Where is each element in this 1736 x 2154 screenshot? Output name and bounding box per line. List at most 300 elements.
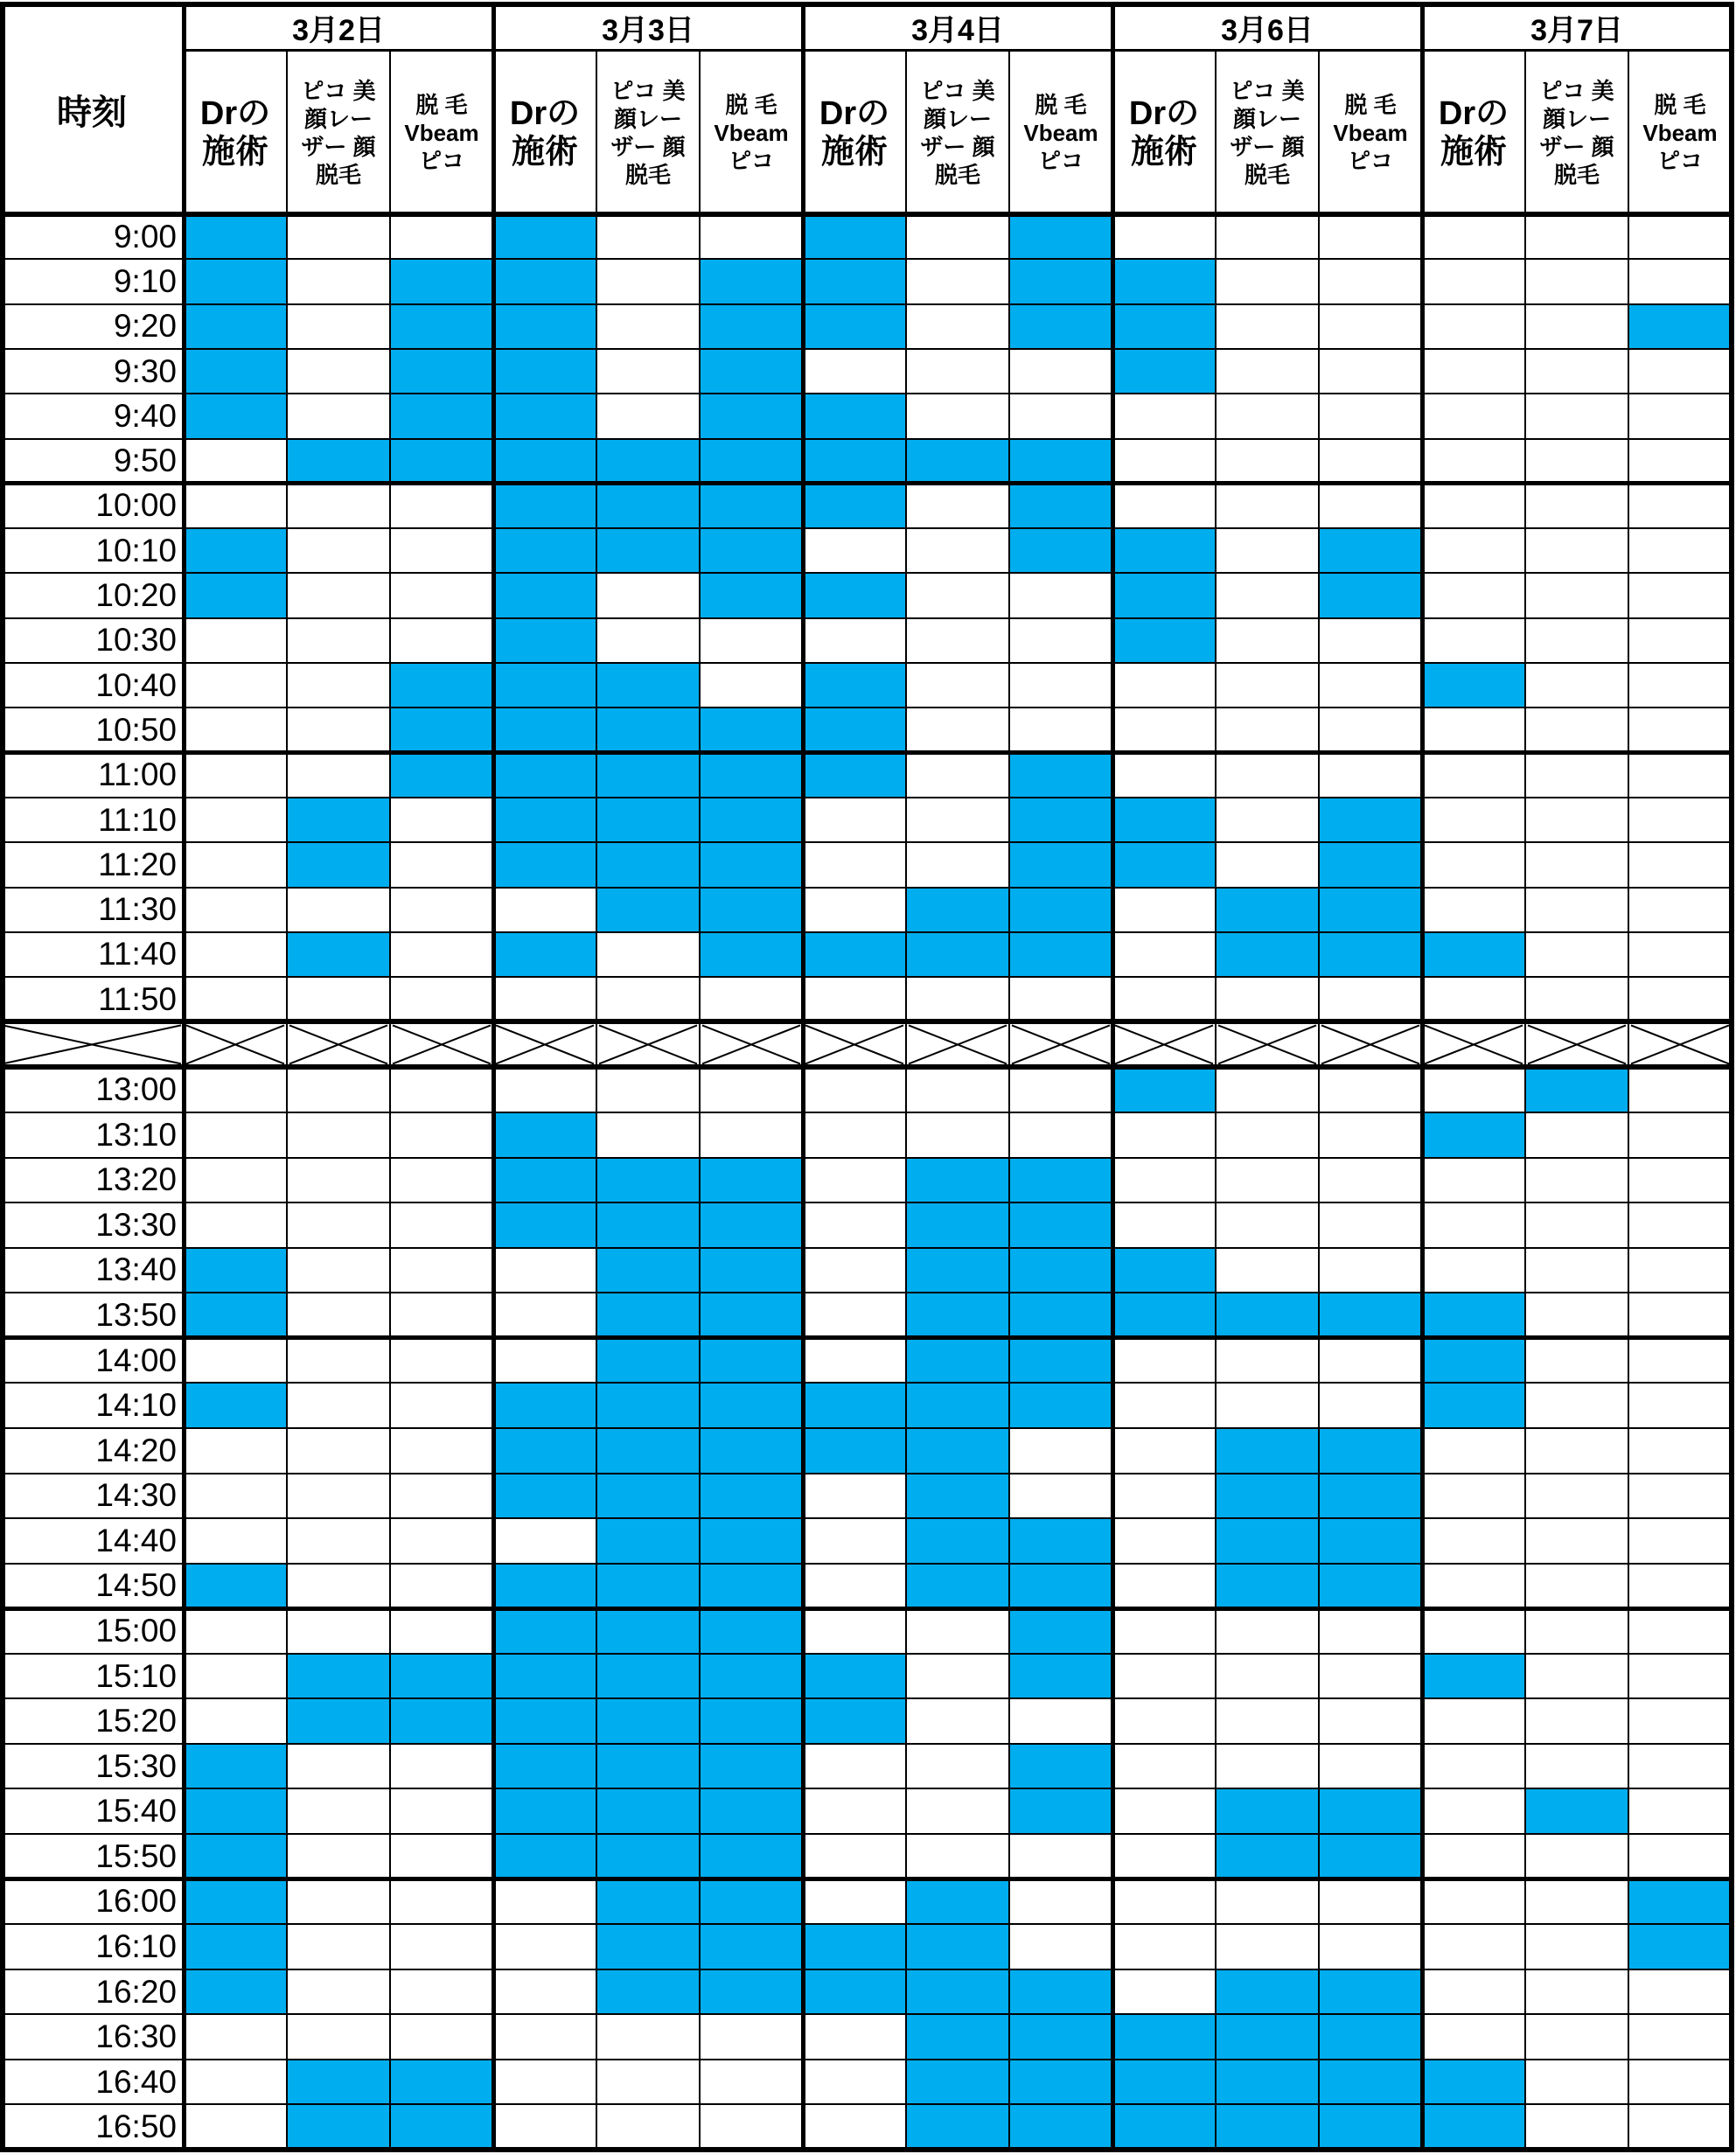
open-slot[interactable]	[1628, 1788, 1732, 1834]
booked-slot[interactable]	[1422, 1293, 1525, 1338]
booked-slot[interactable]	[596, 663, 700, 708]
open-slot[interactable]	[1319, 1608, 1422, 1654]
booked-slot[interactable]	[184, 1788, 287, 1834]
booked-slot[interactable]	[184, 394, 287, 438]
booked-slot[interactable]	[184, 1834, 287, 1879]
open-slot[interactable]	[1009, 708, 1112, 752]
open-slot[interactable]	[287, 1608, 390, 1654]
open-slot[interactable]	[1525, 1654, 1628, 1699]
open-slot[interactable]	[596, 2104, 700, 2150]
booked-slot[interactable]	[906, 1969, 1009, 2015]
booked-slot[interactable]	[700, 1293, 803, 1338]
booked-slot[interactable]	[184, 1564, 287, 1609]
open-slot[interactable]	[184, 1067, 287, 1112]
open-slot[interactable]	[1319, 349, 1422, 394]
booked-slot[interactable]	[1319, 1474, 1422, 1519]
open-slot[interactable]	[1525, 214, 1628, 259]
open-slot[interactable]	[1525, 1293, 1628, 1338]
booked-slot[interactable]	[1009, 932, 1112, 977]
open-slot[interactable]	[1112, 977, 1216, 1021]
open-slot[interactable]	[1628, 2104, 1732, 2150]
open-slot[interactable]	[287, 1067, 390, 1112]
booked-slot[interactable]	[493, 1428, 596, 1474]
booked-slot[interactable]	[906, 2014, 1009, 2060]
open-slot[interactable]	[906, 259, 1009, 303]
booked-slot[interactable]	[493, 528, 596, 573]
open-slot[interactable]	[390, 1608, 493, 1654]
open-slot[interactable]	[1216, 1744, 1319, 1789]
open-slot[interactable]	[803, 618, 906, 663]
open-slot[interactable]	[1628, 1654, 1732, 1699]
open-slot[interactable]	[1319, 304, 1422, 349]
open-slot[interactable]	[1628, 1834, 1732, 1879]
open-slot[interactable]	[390, 1969, 493, 2015]
open-slot[interactable]	[1422, 259, 1525, 303]
booked-slot[interactable]	[287, 2104, 390, 2150]
open-slot[interactable]	[803, 1518, 906, 1564]
booked-slot[interactable]	[596, 1879, 700, 1925]
booked-slot[interactable]	[596, 1428, 700, 1474]
open-slot[interactable]	[1422, 349, 1525, 394]
open-slot[interactable]	[906, 1067, 1009, 1112]
open-slot[interactable]	[1319, 1067, 1422, 1112]
booked-slot[interactable]	[596, 1564, 700, 1609]
booked-slot[interactable]	[493, 663, 596, 708]
open-slot[interactable]	[390, 842, 493, 887]
open-slot[interactable]	[700, 1067, 803, 1112]
open-slot[interactable]	[287, 1564, 390, 1609]
open-slot[interactable]	[1525, 1202, 1628, 1248]
booked-slot[interactable]	[1319, 528, 1422, 573]
open-slot[interactable]	[1112, 1518, 1216, 1564]
booked-slot[interactable]	[803, 1428, 906, 1474]
open-slot[interactable]	[1422, 2014, 1525, 2060]
open-slot[interactable]	[906, 1788, 1009, 1834]
open-slot[interactable]	[1525, 1608, 1628, 1654]
booked-slot[interactable]	[1009, 1788, 1112, 1834]
booked-slot[interactable]	[1319, 888, 1422, 932]
open-slot[interactable]	[1216, 1202, 1319, 1248]
booked-slot[interactable]	[1009, 1969, 1112, 2015]
booked-slot[interactable]	[493, 439, 596, 484]
booked-slot[interactable]	[1422, 1112, 1525, 1158]
open-slot[interactable]	[1525, 1698, 1628, 1744]
open-slot[interactable]	[1009, 573, 1112, 617]
open-slot[interactable]	[287, 663, 390, 708]
booked-slot[interactable]	[493, 753, 596, 798]
booked-slot[interactable]	[1009, 2104, 1112, 2150]
open-slot[interactable]	[1216, 528, 1319, 573]
open-slot[interactable]	[493, 1293, 596, 1338]
booked-slot[interactable]	[1525, 1788, 1628, 1834]
open-slot[interactable]	[1628, 1698, 1732, 1744]
open-slot[interactable]	[287, 1158, 390, 1203]
open-slot[interactable]	[1628, 439, 1732, 484]
open-slot[interactable]	[287, 977, 390, 1021]
open-slot[interactable]	[1525, 1112, 1628, 1158]
open-slot[interactable]	[1216, 214, 1319, 259]
booked-slot[interactable]	[1009, 842, 1112, 887]
open-slot[interactable]	[1628, 1202, 1732, 1248]
open-slot[interactable]	[803, 1474, 906, 1519]
booked-slot[interactable]	[1009, 1518, 1112, 1564]
open-slot[interactable]	[1319, 1924, 1422, 1969]
open-slot[interactable]	[1628, 1067, 1732, 1112]
open-slot[interactable]	[1525, 484, 1628, 528]
open-slot[interactable]	[287, 1293, 390, 1338]
open-slot[interactable]	[1112, 1383, 1216, 1428]
open-slot[interactable]	[1216, 394, 1319, 438]
open-slot[interactable]	[1628, 1158, 1732, 1203]
open-slot[interactable]	[1112, 932, 1216, 977]
open-slot[interactable]	[1319, 1158, 1422, 1203]
booked-slot[interactable]	[906, 1518, 1009, 1564]
open-slot[interactable]	[184, 1518, 287, 1564]
open-slot[interactable]	[1525, 394, 1628, 438]
open-slot[interactable]	[390, 1112, 493, 1158]
open-slot[interactable]	[493, 977, 596, 1021]
booked-slot[interactable]	[596, 439, 700, 484]
booked-slot[interactable]	[803, 663, 906, 708]
open-slot[interactable]	[493, 1248, 596, 1293]
open-slot[interactable]	[184, 1338, 287, 1384]
open-slot[interactable]	[1628, 394, 1732, 438]
open-slot[interactable]	[287, 1474, 390, 1519]
booked-slot[interactable]	[1319, 1788, 1422, 1834]
booked-slot[interactable]	[700, 484, 803, 528]
booked-slot[interactable]	[493, 1202, 596, 1248]
booked-slot[interactable]	[906, 2104, 1009, 2150]
open-slot[interactable]	[1422, 304, 1525, 349]
booked-slot[interactable]	[596, 1158, 700, 1203]
open-slot[interactable]	[184, 1202, 287, 1248]
open-slot[interactable]	[287, 753, 390, 798]
booked-slot[interactable]	[700, 394, 803, 438]
booked-slot[interactable]	[493, 304, 596, 349]
open-slot[interactable]	[184, 932, 287, 977]
open-slot[interactable]	[1112, 1969, 1216, 2015]
open-slot[interactable]	[906, 1834, 1009, 1879]
open-slot[interactable]	[1009, 977, 1112, 1021]
open-slot[interactable]	[1009, 1698, 1112, 1744]
open-slot[interactable]	[1525, 1564, 1628, 1609]
open-slot[interactable]	[1319, 1338, 1422, 1384]
booked-slot[interactable]	[596, 708, 700, 752]
open-slot[interactable]	[184, 977, 287, 1021]
booked-slot[interactable]	[803, 1383, 906, 1428]
open-slot[interactable]	[390, 1428, 493, 1474]
open-slot[interactable]	[1216, 1608, 1319, 1654]
open-slot[interactable]	[803, 798, 906, 842]
open-slot[interactable]	[1628, 2060, 1732, 2105]
booked-slot[interactable]	[1216, 2060, 1319, 2105]
open-slot[interactable]	[1422, 528, 1525, 573]
open-slot[interactable]	[906, 1112, 1009, 1158]
open-slot[interactable]	[1422, 1202, 1525, 1248]
open-slot[interactable]	[1009, 1067, 1112, 1112]
booked-slot[interactable]	[184, 349, 287, 394]
open-slot[interactable]	[1628, 528, 1732, 573]
open-slot[interactable]	[906, 304, 1009, 349]
booked-slot[interactable]	[906, 1564, 1009, 1609]
booked-slot[interactable]	[1009, 214, 1112, 259]
open-slot[interactable]	[1112, 1879, 1216, 1925]
booked-slot[interactable]	[493, 708, 596, 752]
open-slot[interactable]	[700, 2104, 803, 2150]
open-slot[interactable]	[596, 394, 700, 438]
open-slot[interactable]	[1628, 1518, 1732, 1564]
open-slot[interactable]	[803, 1158, 906, 1203]
open-slot[interactable]	[803, 1564, 906, 1609]
booked-slot[interactable]	[1319, 798, 1422, 842]
open-slot[interactable]	[287, 1788, 390, 1834]
booked-slot[interactable]	[1009, 1654, 1112, 1699]
booked-slot[interactable]	[1009, 1564, 1112, 1609]
open-slot[interactable]	[1216, 1698, 1319, 1744]
booked-slot[interactable]	[1112, 349, 1216, 394]
booked-slot[interactable]	[287, 798, 390, 842]
booked-slot[interactable]	[906, 1202, 1009, 1248]
open-slot[interactable]	[1319, 1112, 1422, 1158]
open-slot[interactable]	[493, 1924, 596, 1969]
booked-slot[interactable]	[1112, 528, 1216, 573]
booked-slot[interactable]	[287, 932, 390, 977]
open-slot[interactable]	[906, 214, 1009, 259]
booked-slot[interactable]	[700, 1202, 803, 1248]
booked-slot[interactable]	[1216, 1293, 1319, 1338]
open-slot[interactable]	[1525, 1338, 1628, 1384]
open-slot[interactable]	[390, 1067, 493, 1112]
open-slot[interactable]	[1216, 753, 1319, 798]
open-slot[interactable]	[493, 2060, 596, 2105]
open-slot[interactable]	[1628, 842, 1732, 887]
booked-slot[interactable]	[1216, 1834, 1319, 1879]
open-slot[interactable]	[803, 1202, 906, 1248]
open-slot[interactable]	[1422, 1608, 1525, 1654]
booked-slot[interactable]	[803, 259, 906, 303]
booked-slot[interactable]	[1009, 2014, 1112, 2060]
booked-slot[interactable]	[906, 1248, 1009, 1293]
booked-slot[interactable]	[700, 1924, 803, 1969]
open-slot[interactable]	[390, 484, 493, 528]
open-slot[interactable]	[906, 528, 1009, 573]
open-slot[interactable]	[1319, 708, 1422, 752]
open-slot[interactable]	[1525, 1158, 1628, 1203]
booked-slot[interactable]	[906, 439, 1009, 484]
open-slot[interactable]	[803, 1608, 906, 1654]
open-slot[interactable]	[184, 484, 287, 528]
open-slot[interactable]	[390, 1383, 493, 1428]
booked-slot[interactable]	[1319, 932, 1422, 977]
booked-slot[interactable]	[906, 1879, 1009, 1925]
open-slot[interactable]	[1525, 349, 1628, 394]
open-slot[interactable]	[1216, 1338, 1319, 1384]
open-slot[interactable]	[1216, 1248, 1319, 1293]
booked-slot[interactable]	[596, 1293, 700, 1338]
booked-slot[interactable]	[390, 2060, 493, 2105]
open-slot[interactable]	[1422, 977, 1525, 1021]
open-slot[interactable]	[287, 528, 390, 573]
open-slot[interactable]	[1112, 1744, 1216, 1789]
booked-slot[interactable]	[700, 304, 803, 349]
open-slot[interactable]	[1216, 259, 1319, 303]
booked-slot[interactable]	[596, 1474, 700, 1519]
open-slot[interactable]	[1216, 349, 1319, 394]
open-slot[interactable]	[1009, 1112, 1112, 1158]
booked-slot[interactable]	[1112, 1248, 1216, 1293]
open-slot[interactable]	[1319, 1698, 1422, 1744]
open-slot[interactable]	[803, 1248, 906, 1293]
booked-slot[interactable]	[803, 573, 906, 617]
open-slot[interactable]	[906, 618, 1009, 663]
open-slot[interactable]	[1216, 798, 1319, 842]
booked-slot[interactable]	[493, 1654, 596, 1699]
open-slot[interactable]	[596, 573, 700, 617]
open-slot[interactable]	[390, 1474, 493, 1519]
open-slot[interactable]	[1112, 1202, 1216, 1248]
open-slot[interactable]	[184, 888, 287, 932]
open-slot[interactable]	[287, 1202, 390, 1248]
open-slot[interactable]	[493, 1067, 596, 1112]
booked-slot[interactable]	[803, 708, 906, 752]
booked-slot[interactable]	[803, 932, 906, 977]
booked-slot[interactable]	[1216, 1474, 1319, 1519]
open-slot[interactable]	[1525, 1518, 1628, 1564]
open-slot[interactable]	[1525, 977, 1628, 1021]
booked-slot[interactable]	[700, 1879, 803, 1925]
open-slot[interactable]	[1525, 304, 1628, 349]
open-slot[interactable]	[1525, 1969, 1628, 2015]
open-slot[interactable]	[1319, 394, 1422, 438]
booked-slot[interactable]	[1112, 259, 1216, 303]
booked-slot[interactable]	[596, 1202, 700, 1248]
booked-slot[interactable]	[1319, 2060, 1422, 2105]
booked-slot[interactable]	[1009, 1608, 1112, 1654]
open-slot[interactable]	[1628, 349, 1732, 394]
open-slot[interactable]	[287, 1744, 390, 1789]
booked-slot[interactable]	[596, 842, 700, 887]
booked-slot[interactable]	[493, 798, 596, 842]
booked-slot[interactable]	[1216, 888, 1319, 932]
booked-slot[interactable]	[803, 1924, 906, 1969]
open-slot[interactable]	[287, 888, 390, 932]
booked-slot[interactable]	[1628, 304, 1732, 349]
booked-slot[interactable]	[390, 753, 493, 798]
booked-slot[interactable]	[493, 573, 596, 617]
open-slot[interactable]	[1422, 1879, 1525, 1925]
open-slot[interactable]	[906, 573, 1009, 617]
open-slot[interactable]	[390, 1338, 493, 1384]
booked-slot[interactable]	[700, 753, 803, 798]
open-slot[interactable]	[493, 1969, 596, 2015]
open-slot[interactable]	[493, 1518, 596, 1564]
open-slot[interactable]	[1628, 214, 1732, 259]
booked-slot[interactable]	[803, 1698, 906, 1744]
open-slot[interactable]	[184, 1654, 287, 1699]
open-slot[interactable]	[1009, 394, 1112, 438]
open-slot[interactable]	[1525, 798, 1628, 842]
booked-slot[interactable]	[493, 1112, 596, 1158]
booked-slot[interactable]	[803, 484, 906, 528]
open-slot[interactable]	[390, 2014, 493, 2060]
open-slot[interactable]	[1525, 439, 1628, 484]
open-slot[interactable]	[803, 1788, 906, 1834]
open-slot[interactable]	[906, 977, 1009, 1021]
open-slot[interactable]	[1319, 1383, 1422, 1428]
open-slot[interactable]	[803, 1744, 906, 1789]
open-slot[interactable]	[803, 842, 906, 887]
open-slot[interactable]	[184, 2014, 287, 2060]
open-slot[interactable]	[1525, 618, 1628, 663]
booked-slot[interactable]	[906, 1158, 1009, 1203]
open-slot[interactable]	[390, 888, 493, 932]
open-slot[interactable]	[287, 214, 390, 259]
open-slot[interactable]	[700, 618, 803, 663]
open-slot[interactable]	[1525, 753, 1628, 798]
open-slot[interactable]	[1525, 2014, 1628, 2060]
booked-slot[interactable]	[184, 1383, 287, 1428]
booked-slot[interactable]	[700, 1338, 803, 1384]
booked-slot[interactable]	[596, 1788, 700, 1834]
open-slot[interactable]	[1319, 618, 1422, 663]
open-slot[interactable]	[287, 1924, 390, 1969]
open-slot[interactable]	[493, 1879, 596, 1925]
open-slot[interactable]	[1525, 1383, 1628, 1428]
open-slot[interactable]	[1525, 932, 1628, 977]
open-slot[interactable]	[1319, 1202, 1422, 1248]
open-slot[interactable]	[803, 2060, 906, 2105]
open-slot[interactable]	[1628, 798, 1732, 842]
booked-slot[interactable]	[596, 484, 700, 528]
open-slot[interactable]	[1422, 1969, 1525, 2015]
booked-slot[interactable]	[1216, 1788, 1319, 1834]
booked-slot[interactable]	[1319, 2104, 1422, 2150]
open-slot[interactable]	[596, 214, 700, 259]
open-slot[interactable]	[1216, 439, 1319, 484]
booked-slot[interactable]	[596, 1248, 700, 1293]
open-slot[interactable]	[596, 304, 700, 349]
open-slot[interactable]	[1525, 1428, 1628, 1474]
open-slot[interactable]	[1009, 1428, 1112, 1474]
open-slot[interactable]	[596, 2014, 700, 2060]
open-slot[interactable]	[1112, 1698, 1216, 1744]
open-slot[interactable]	[1112, 1924, 1216, 1969]
open-slot[interactable]	[803, 1112, 906, 1158]
open-slot[interactable]	[1112, 1428, 1216, 1474]
booked-slot[interactable]	[1112, 2014, 1216, 2060]
open-slot[interactable]	[1525, 573, 1628, 617]
booked-slot[interactable]	[700, 259, 803, 303]
booked-slot[interactable]	[493, 1158, 596, 1203]
booked-slot[interactable]	[1319, 1969, 1422, 2015]
open-slot[interactable]	[1112, 1788, 1216, 1834]
open-slot[interactable]	[906, 798, 1009, 842]
booked-slot[interactable]	[1009, 1158, 1112, 1203]
open-slot[interactable]	[390, 798, 493, 842]
open-slot[interactable]	[1112, 753, 1216, 798]
open-slot[interactable]	[287, 1338, 390, 1384]
open-slot[interactable]	[1525, 2104, 1628, 2150]
booked-slot[interactable]	[1422, 932, 1525, 977]
booked-slot[interactable]	[493, 842, 596, 887]
open-slot[interactable]	[1009, 1834, 1112, 1879]
booked-slot[interactable]	[493, 1698, 596, 1744]
open-slot[interactable]	[184, 1158, 287, 1203]
open-slot[interactable]	[390, 1293, 493, 1338]
open-slot[interactable]	[1628, 1248, 1732, 1293]
booked-slot[interactable]	[1112, 573, 1216, 617]
booked-slot[interactable]	[1216, 2104, 1319, 2150]
